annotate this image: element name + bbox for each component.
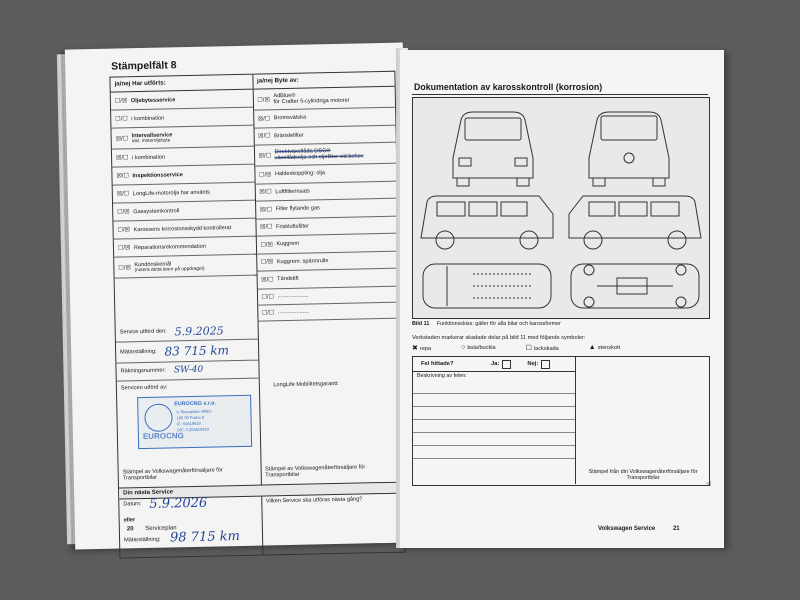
body-check-title: Dokumentation av karosskontroll (korrosion): [414, 82, 603, 92]
yes-label: Ja:: [491, 361, 500, 367]
section-name: Serviceplan: [145, 525, 177, 533]
yes-no-checkbox[interactable]: ☐/☐: [115, 116, 128, 123]
defect-description: [413, 371, 576, 484]
performed-item-label: Intervallservice: [131, 131, 173, 139]
replaced-item-label: Kuggrem: [276, 240, 300, 248]
performed-item-label: Karossens korrosionsskydd kontrollerat: [133, 224, 232, 233]
yes-no-checkbox[interactable]: ☐/☒: [114, 98, 128, 105]
replaced-item-sublabel: för Crafter 5-cylindriga motorer: [273, 97, 350, 106]
left-footer: [127, 525, 177, 532]
performed-item-sublabel: inkl. motoroljebyte: [131, 137, 171, 144]
next-service-header: Din nästa Service: [119, 482, 403, 499]
defect-form: [412, 356, 710, 486]
legend-item: [589, 344, 620, 352]
longlife-label: LongLife Mobilitetsgaranti:: [273, 380, 339, 388]
description-line: [413, 381, 575, 394]
vehicle-diagram: [412, 97, 710, 319]
yes-no-checkbox[interactable]: ☐/☒: [117, 245, 131, 252]
replaced-header: ja/nej Byte av:: [253, 72, 395, 90]
performed-item-sublabel: (notera detta även på uppdraget): [134, 266, 205, 273]
figure-number: Bild 11: [412, 321, 430, 327]
description-line: [413, 407, 575, 420]
yes-checkbox[interactable]: [502, 360, 511, 369]
footer-brand: Volkswagen Service: [598, 526, 656, 532]
damage-symbol-icon: ☐: [525, 345, 532, 352]
marking-instruction: Verkstaden markerar skadade delar på bild 11 med följande symboler:: [412, 335, 586, 341]
yes-no-checkbox[interactable]: ☒/☐: [259, 189, 272, 196]
yes-no-checkbox[interactable]: ☐/☒: [260, 242, 273, 249]
page-number-right: 21: [672, 526, 680, 532]
legend-label: repa: [419, 346, 432, 352]
performed-by-label: Servicen utförd av:: [120, 384, 168, 391]
next-mileage-label: Mätarställning:: [124, 536, 161, 543]
performed-item-label: i kombination: [131, 115, 165, 122]
service-record-table: [109, 71, 405, 558]
next-mileage-value: 98 715 km: [169, 528, 241, 545]
replaced-item-label: Bromsvätska: [273, 114, 307, 122]
performed-item-label: Inspektionsservice: [132, 171, 183, 179]
dealer-stamp-caption-right: Stämpel från din Volkswagenåterförsäljare för Transportbilar: [588, 469, 698, 481]
dealer-stamp-area: [117, 378, 262, 488]
performed-row: [111, 126, 253, 150]
stamp-line: IČ: 04619919: [176, 420, 201, 426]
stamp-watermark: EUROCNG: [142, 430, 184, 441]
performed-item-label: Reparationsrekommendation: [133, 243, 206, 251]
stamp-company: EUROCNG s.r.o.: [174, 400, 216, 407]
service-date-label: Service utförd den:: [119, 328, 167, 336]
stamp-caption-left: Stämpel av Volkswagenåterförsäljare för Transportbilar: [122, 466, 223, 481]
figure-text: Funktionsskiss: gäller för alla bilar och karossformer: [436, 321, 561, 327]
yes-no-checkbox[interactable]: ☐/☐: [261, 309, 275, 317]
legend-item: [412, 344, 431, 352]
defects-found-row: [413, 357, 576, 372]
replaced-item-label: Friskluftsfilter: [275, 223, 310, 230]
mileage-field: [116, 339, 258, 363]
performed-header: ja/nej Har utförts:: [110, 75, 252, 93]
replaced-item-label: Bränslefilter: [274, 132, 304, 139]
invoice-value: SW-40: [173, 364, 204, 376]
triangle-marker-icon: ◁: [706, 481, 711, 487]
yes-no-checkbox[interactable]: ☐/☐: [261, 293, 275, 301]
next-date-value: 5.9.2026: [149, 495, 208, 512]
bird-logo-icon: [144, 403, 173, 432]
performed-item-label: Kundönskemål: [134, 260, 172, 268]
yes-no-checkbox[interactable]: ☒/☐: [115, 135, 129, 143]
yes-no-checkbox[interactable]: ☐/☒: [118, 264, 131, 272]
figure-caption: [412, 321, 561, 327]
damage-symbol-icon: ✖: [412, 345, 418, 352]
no-checkbox[interactable]: [541, 360, 550, 369]
legend-label: stenskott: [597, 345, 621, 351]
yes-no-checkbox[interactable]: ☒/☐: [260, 224, 273, 231]
stamp-line: U Stavoplánu 806/5: [176, 408, 212, 414]
yes-no-checkbox[interactable]: ☒/☐: [257, 116, 271, 123]
right-page: [400, 50, 724, 548]
replaced-item-label: Filter flytande gas: [275, 205, 320, 213]
replaced-row: [254, 143, 396, 167]
service-date-value: 5.9.2025: [174, 323, 224, 338]
damage-symbol-icon: ○: [461, 344, 466, 351]
replaced-row: [258, 302, 400, 321]
yes-no-checkbox[interactable]: ☒/☐: [261, 277, 274, 284]
stamp-caption-right: Stämpel av Volkswagenåterförsäljare för Transportbilar: [265, 463, 366, 478]
yes-no-checkbox[interactable]: ☒/☐: [116, 173, 129, 180]
performed-item-label: Gassystemkontroll: [133, 207, 180, 215]
damage-symbol-icon: ▲: [588, 344, 596, 351]
van-outline-drawing: [413, 98, 709, 318]
replaced-item-label: Direktväxellåda DSG®: [274, 148, 331, 156]
yes-no-checkbox[interactable]: ☒/☐: [259, 207, 273, 214]
longlife-area: [259, 375, 403, 485]
legend-label: bula/buckla: [467, 345, 496, 351]
yes-no-checkbox[interactable]: ☐/☒: [117, 227, 131, 234]
yes-no-checkbox[interactable]: ☐/☒: [257, 96, 270, 104]
replaced-item-label: Kuggrem: spännrulle: [276, 257, 329, 265]
or-label: eller: [123, 516, 136, 523]
dealer-stamp: [137, 394, 252, 448]
replaced-item-label: Luftfilterinsats: [275, 188, 310, 195]
replaced-item-label: ....................: [277, 292, 309, 300]
stamp-line: DIČ: CZ04619919: [176, 426, 210, 432]
stamp-line: 180 00 Praha 8: [176, 414, 204, 420]
right-footer: [598, 526, 680, 532]
yes-no-checkbox[interactable]: ☐/☒: [258, 172, 272, 179]
replaced-item-sublabel: växellådsolja och oljefilter vid behov: [274, 153, 364, 162]
replaced-row: [253, 87, 395, 111]
description-line: [413, 446, 575, 459]
left-page: [65, 43, 413, 550]
next-which-label: Vilken Service ska utföras nästa gång?: [265, 495, 363, 504]
no-label: Nej:: [527, 361, 539, 367]
replaced-item-label: Tändstift: [277, 275, 299, 283]
yes-no-checkbox[interactable]: ☒/☐: [258, 152, 272, 160]
defects-found-label: Fel hittade?: [421, 361, 454, 367]
yes-no-checkbox[interactable]: ☒/☐: [258, 133, 271, 140]
damage-symbol-legend: [412, 344, 708, 352]
next-date-label: Datum:: [123, 500, 142, 507]
mileage-label: Mätarställning:: [120, 348, 157, 356]
invoice-label: Räkningsnummer:: [120, 367, 166, 375]
yes-no-checkbox[interactable]: ☐/☒: [117, 209, 130, 216]
performed-item-label: i kombination: [132, 154, 166, 161]
replaced-item-label: ....................: [277, 308, 309, 316]
description-line: [413, 420, 575, 433]
description-line: [413, 433, 575, 446]
performed-row: [114, 255, 256, 279]
description-line: [413, 394, 575, 407]
performed-item-label: Oljebytesservice: [130, 96, 176, 104]
performed-column: [110, 75, 258, 324]
legend-item: [526, 344, 559, 352]
mileage-value: 83 715 km: [164, 342, 230, 359]
next-service-type: [262, 493, 405, 554]
replaced-item-label: Haldexkoppling: olja: [274, 170, 326, 178]
title-rule: [412, 94, 708, 95]
replaced-item-label: AdBlue®: [273, 92, 296, 100]
performed-item-label: LongLife-motorolja har använts: [132, 189, 211, 197]
stamp-field-title: Stämpelfält 8: [111, 59, 177, 73]
legend-label: lackskada: [533, 346, 559, 352]
legend-item: [461, 344, 496, 352]
page-number-left: 20: [126, 526, 134, 533]
yes-no-checkbox[interactable]: ☒/☐: [116, 155, 129, 162]
yes-no-checkbox[interactable]: ☒/☐: [116, 191, 130, 198]
description-label: Beskrivning av felen:: [417, 373, 467, 379]
replaced-column: [253, 72, 400, 321]
yes-no-checkbox[interactable]: ☐/☒: [260, 259, 274, 266]
